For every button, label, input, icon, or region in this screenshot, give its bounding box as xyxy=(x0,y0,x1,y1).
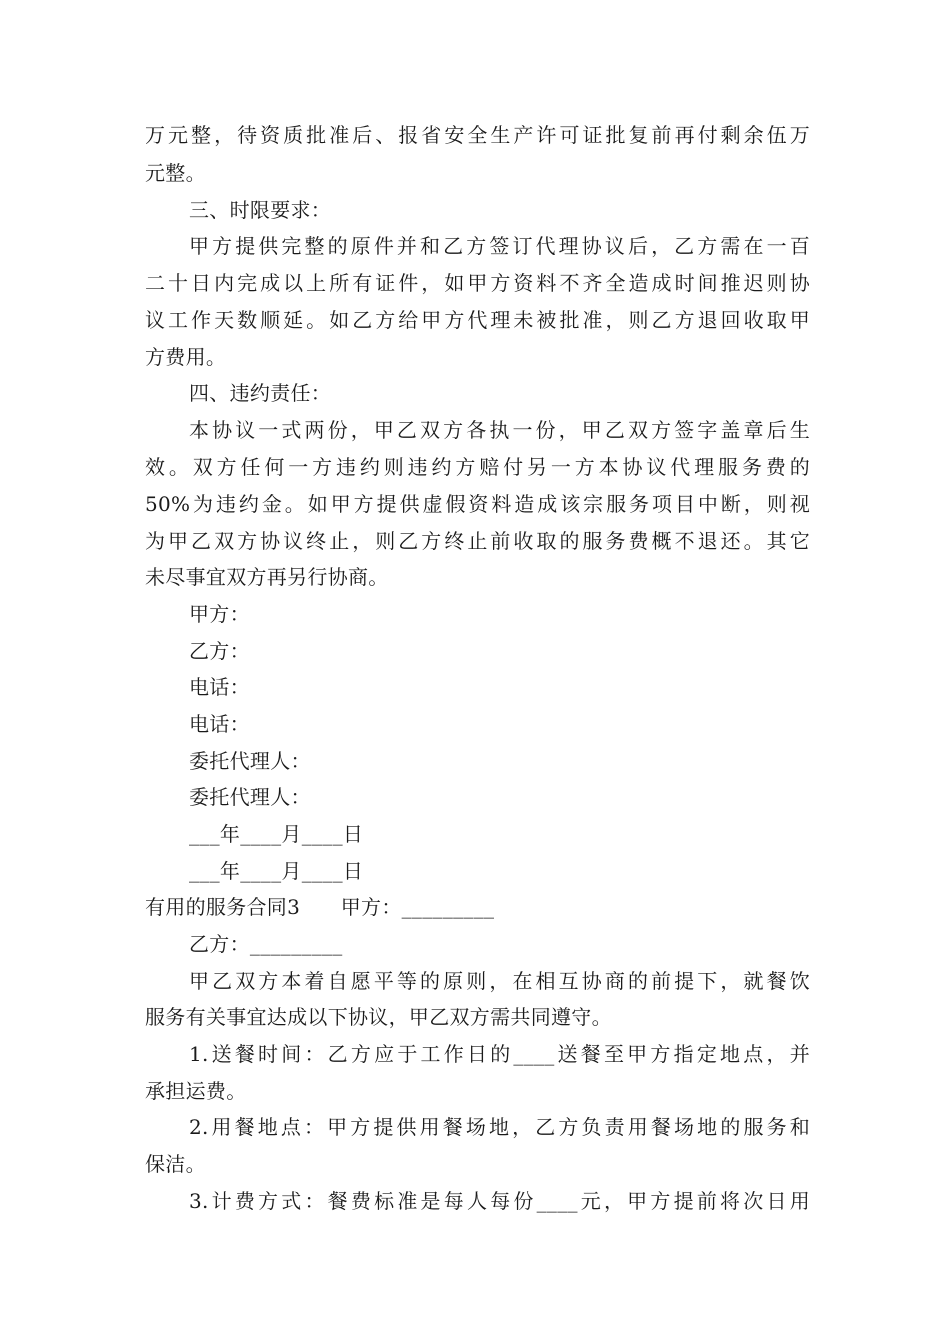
section-heading: 四、违约责任： xyxy=(189,381,332,405)
clause-line: 1.送餐时间：乙方应于工作日的____送餐至甲方指定地点，并 xyxy=(189,1042,810,1066)
paragraph-line: 二十日内完成以上所有证件，如甲方资料不齐全造成时间推迟则协 xyxy=(145,271,810,295)
signature-agent: 委托代理人： xyxy=(189,785,311,809)
signature-agent: 委托代理人： xyxy=(189,749,311,773)
paragraph-line: 服务有关事宜达成以下协议，甲乙双方需共同遵守。 xyxy=(145,1005,612,1029)
signature-phone: 电话： xyxy=(189,675,250,699)
contract-title-line: 有用的服务合同3 甲方：_________ xyxy=(145,895,495,919)
party-b-line: 乙方：_________ xyxy=(189,932,343,956)
paragraph-line: 元整。 xyxy=(145,161,206,185)
paragraph-line: 为甲乙双方协议终止，则乙方终止前收取的服务费概不退还。其它 xyxy=(145,529,810,553)
paragraph-line: 议工作天数顺延。如乙方给甲方代理未被批准，则乙方退回收取甲 xyxy=(145,308,810,332)
clause-line: 2.用餐地点：甲方提供用餐场地，乙方负责用餐场地的服务和 xyxy=(189,1115,810,1139)
paragraph-line: 未尽事宜双方再另行协商。 xyxy=(145,565,389,589)
paragraph-line: 甲乙双方本着自愿平等的原则，在相互协商的前提下，就餐饮 xyxy=(189,969,810,993)
paragraph-line: 承担运费。 xyxy=(145,1079,247,1103)
clause-line: 3.计费方式：餐费标准是每人每份____元，甲方提前将次日用 xyxy=(189,1189,810,1213)
signature-date: ___年____月____日 xyxy=(189,822,364,846)
signature-date: ___年____月____日 xyxy=(189,859,364,883)
signature-party-b: 乙方： xyxy=(189,639,250,663)
paragraph-line: 50%为违约金。如甲方提供虚假资料造成该宗服务项目中断，则视 xyxy=(145,492,810,516)
paragraph-line: 本协议一式两份，甲乙双方各执一份，甲乙双方签字盖章后生 xyxy=(189,418,810,442)
paragraph-line: 效。双方任何一方违约则违约方赔付另一方本协议代理服务费的 xyxy=(145,455,810,479)
signature-party-a: 甲方： xyxy=(189,602,250,626)
paragraph-line: 保洁。 xyxy=(145,1152,206,1176)
paragraph-line: 万元整，待资质批准后、报省安全生产许可证批复前再付剩余伍万 xyxy=(145,123,810,147)
signature-phone: 电话： xyxy=(189,712,250,736)
section-heading: 三、时限要求： xyxy=(189,198,332,222)
paragraph-line: 甲方提供完整的原件并和乙方签订代理协议后，乙方需在一百 xyxy=(189,234,810,258)
paragraph-line: 方费用。 xyxy=(145,345,227,369)
